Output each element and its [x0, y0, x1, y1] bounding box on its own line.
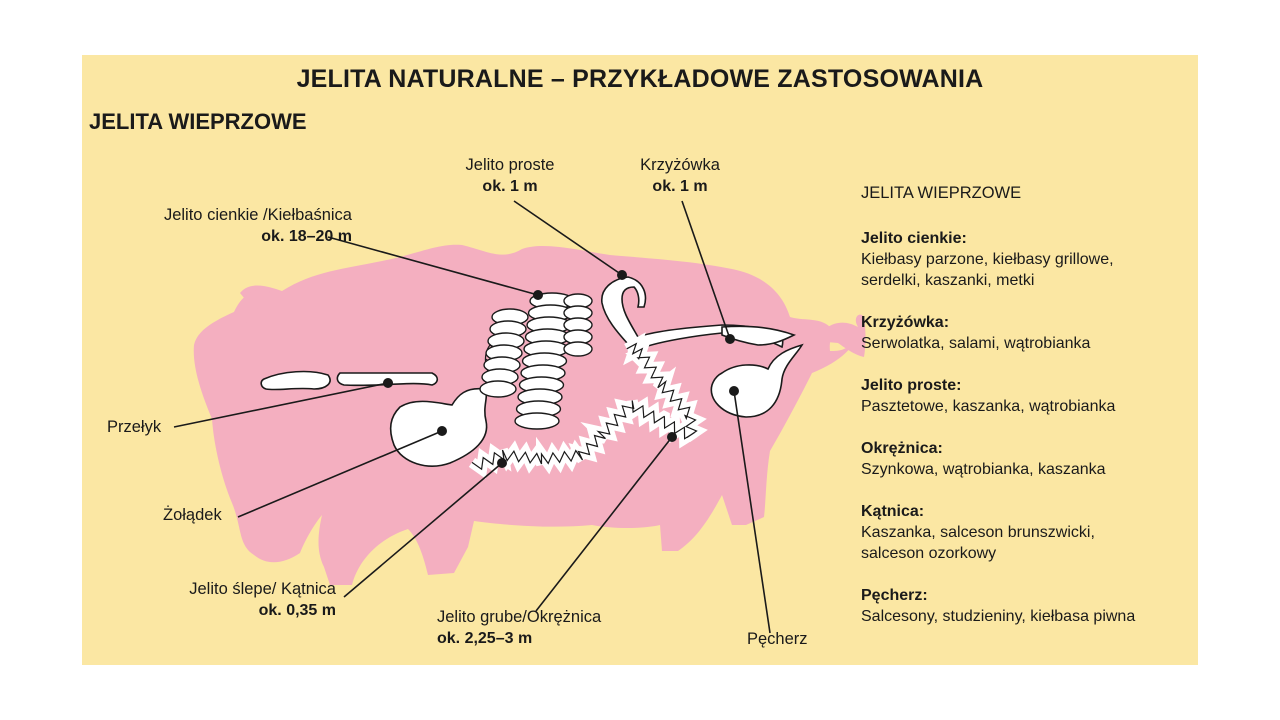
- label-name: Krzyżówka: [640, 156, 720, 174]
- label-jelito-slepe: [189, 579, 336, 621]
- label-zoladek: Żołądek: [163, 506, 222, 524]
- dot-jelito-proste: [617, 270, 627, 280]
- label-name: Jelito cienkie /Kiełbaśnica: [163, 206, 352, 224]
- legend-list: [861, 228, 1191, 627]
- dot-pecherz: [729, 386, 739, 396]
- label-jelito-grube: [437, 607, 601, 649]
- legend-item-name: Okrężnica:: [861, 440, 943, 457]
- dot-jelito-slepe: [497, 458, 507, 468]
- legend-item-text: serdelki, kaszanki, metki: [861, 272, 1035, 289]
- legend-item: [861, 228, 1191, 291]
- legend-item-text: Pasztetowe, kaszanka, wątrobianka: [861, 398, 1116, 415]
- legend-item-text: salceson ozorkowy: [861, 545, 997, 562]
- label-size: ok. 1 m: [652, 178, 708, 195]
- legend-title: JELITA WIEPRZOWE: [861, 184, 1022, 202]
- legend-item-name: Krzyżówka:: [861, 314, 950, 331]
- legend-item: [861, 438, 1191, 480]
- legend-item: [861, 375, 1191, 417]
- legend-item-text: Kaszanka, salceson brunszwicki,: [861, 524, 1095, 541]
- label-przelyk: Przełyk: [107, 418, 162, 436]
- legend-item-name: Pęcherz:: [861, 587, 928, 604]
- label-size: ok. 18–20 m: [261, 228, 352, 245]
- label-jelito-cienkie: [164, 205, 352, 247]
- intestine-coil: [564, 342, 592, 356]
- intestine-coil: [480, 381, 516, 397]
- label-name: Jelito grube/Okrężnica: [437, 608, 602, 626]
- label-size: ok. 2,25–3 m: [437, 630, 533, 647]
- label-size: ok. 1 m: [482, 178, 538, 195]
- legend-item-text: Szynkowa, wątrobianka, kaszanka: [861, 461, 1106, 478]
- label-name: Jelito proste: [465, 156, 555, 174]
- legend-item-name: Jelito proste:: [861, 377, 962, 394]
- page-title: JELITA NATURALNE – PRZYKŁADOWE ZASTOSOWANIA: [296, 65, 984, 93]
- dot-krzyzowka: [725, 334, 735, 344]
- legend-item-text: Serwolatka, salami, wątrobianka: [861, 335, 1091, 352]
- dot-przelyk: [383, 378, 393, 388]
- legend-item: [861, 312, 1191, 354]
- dot-jelito-cienkie: [533, 290, 543, 300]
- label-jelito-proste: [442, 155, 578, 197]
- intestine-coil: [515, 413, 559, 429]
- diagram-panel: [82, 55, 1198, 665]
- legend-item-text: Kiełbasy parzone, kiełbasy grillowe,: [861, 251, 1114, 268]
- legend-item-text: Salcesony, studzieniny, kiełbasa piwna: [861, 608, 1136, 625]
- legend-panel: [861, 183, 1191, 648]
- label-name: Jelito ślepe/ Kątnica: [189, 580, 336, 598]
- legend-item-name: Jelito cienkie:: [861, 230, 967, 247]
- dot-zoladek: [437, 426, 447, 436]
- legend-item: [861, 585, 1191, 627]
- label-pecherz: Pęcherz: [747, 630, 808, 648]
- dot-jelito-grube: [667, 432, 677, 442]
- label-krzyzowka: [620, 155, 740, 197]
- legend-item: [861, 501, 1191, 564]
- label-size: ok. 0,35 m: [258, 602, 336, 619]
- legend-item-name: Kątnica:: [861, 503, 925, 520]
- section-subtitle: JELITA WIEPRZOWE: [89, 109, 307, 134]
